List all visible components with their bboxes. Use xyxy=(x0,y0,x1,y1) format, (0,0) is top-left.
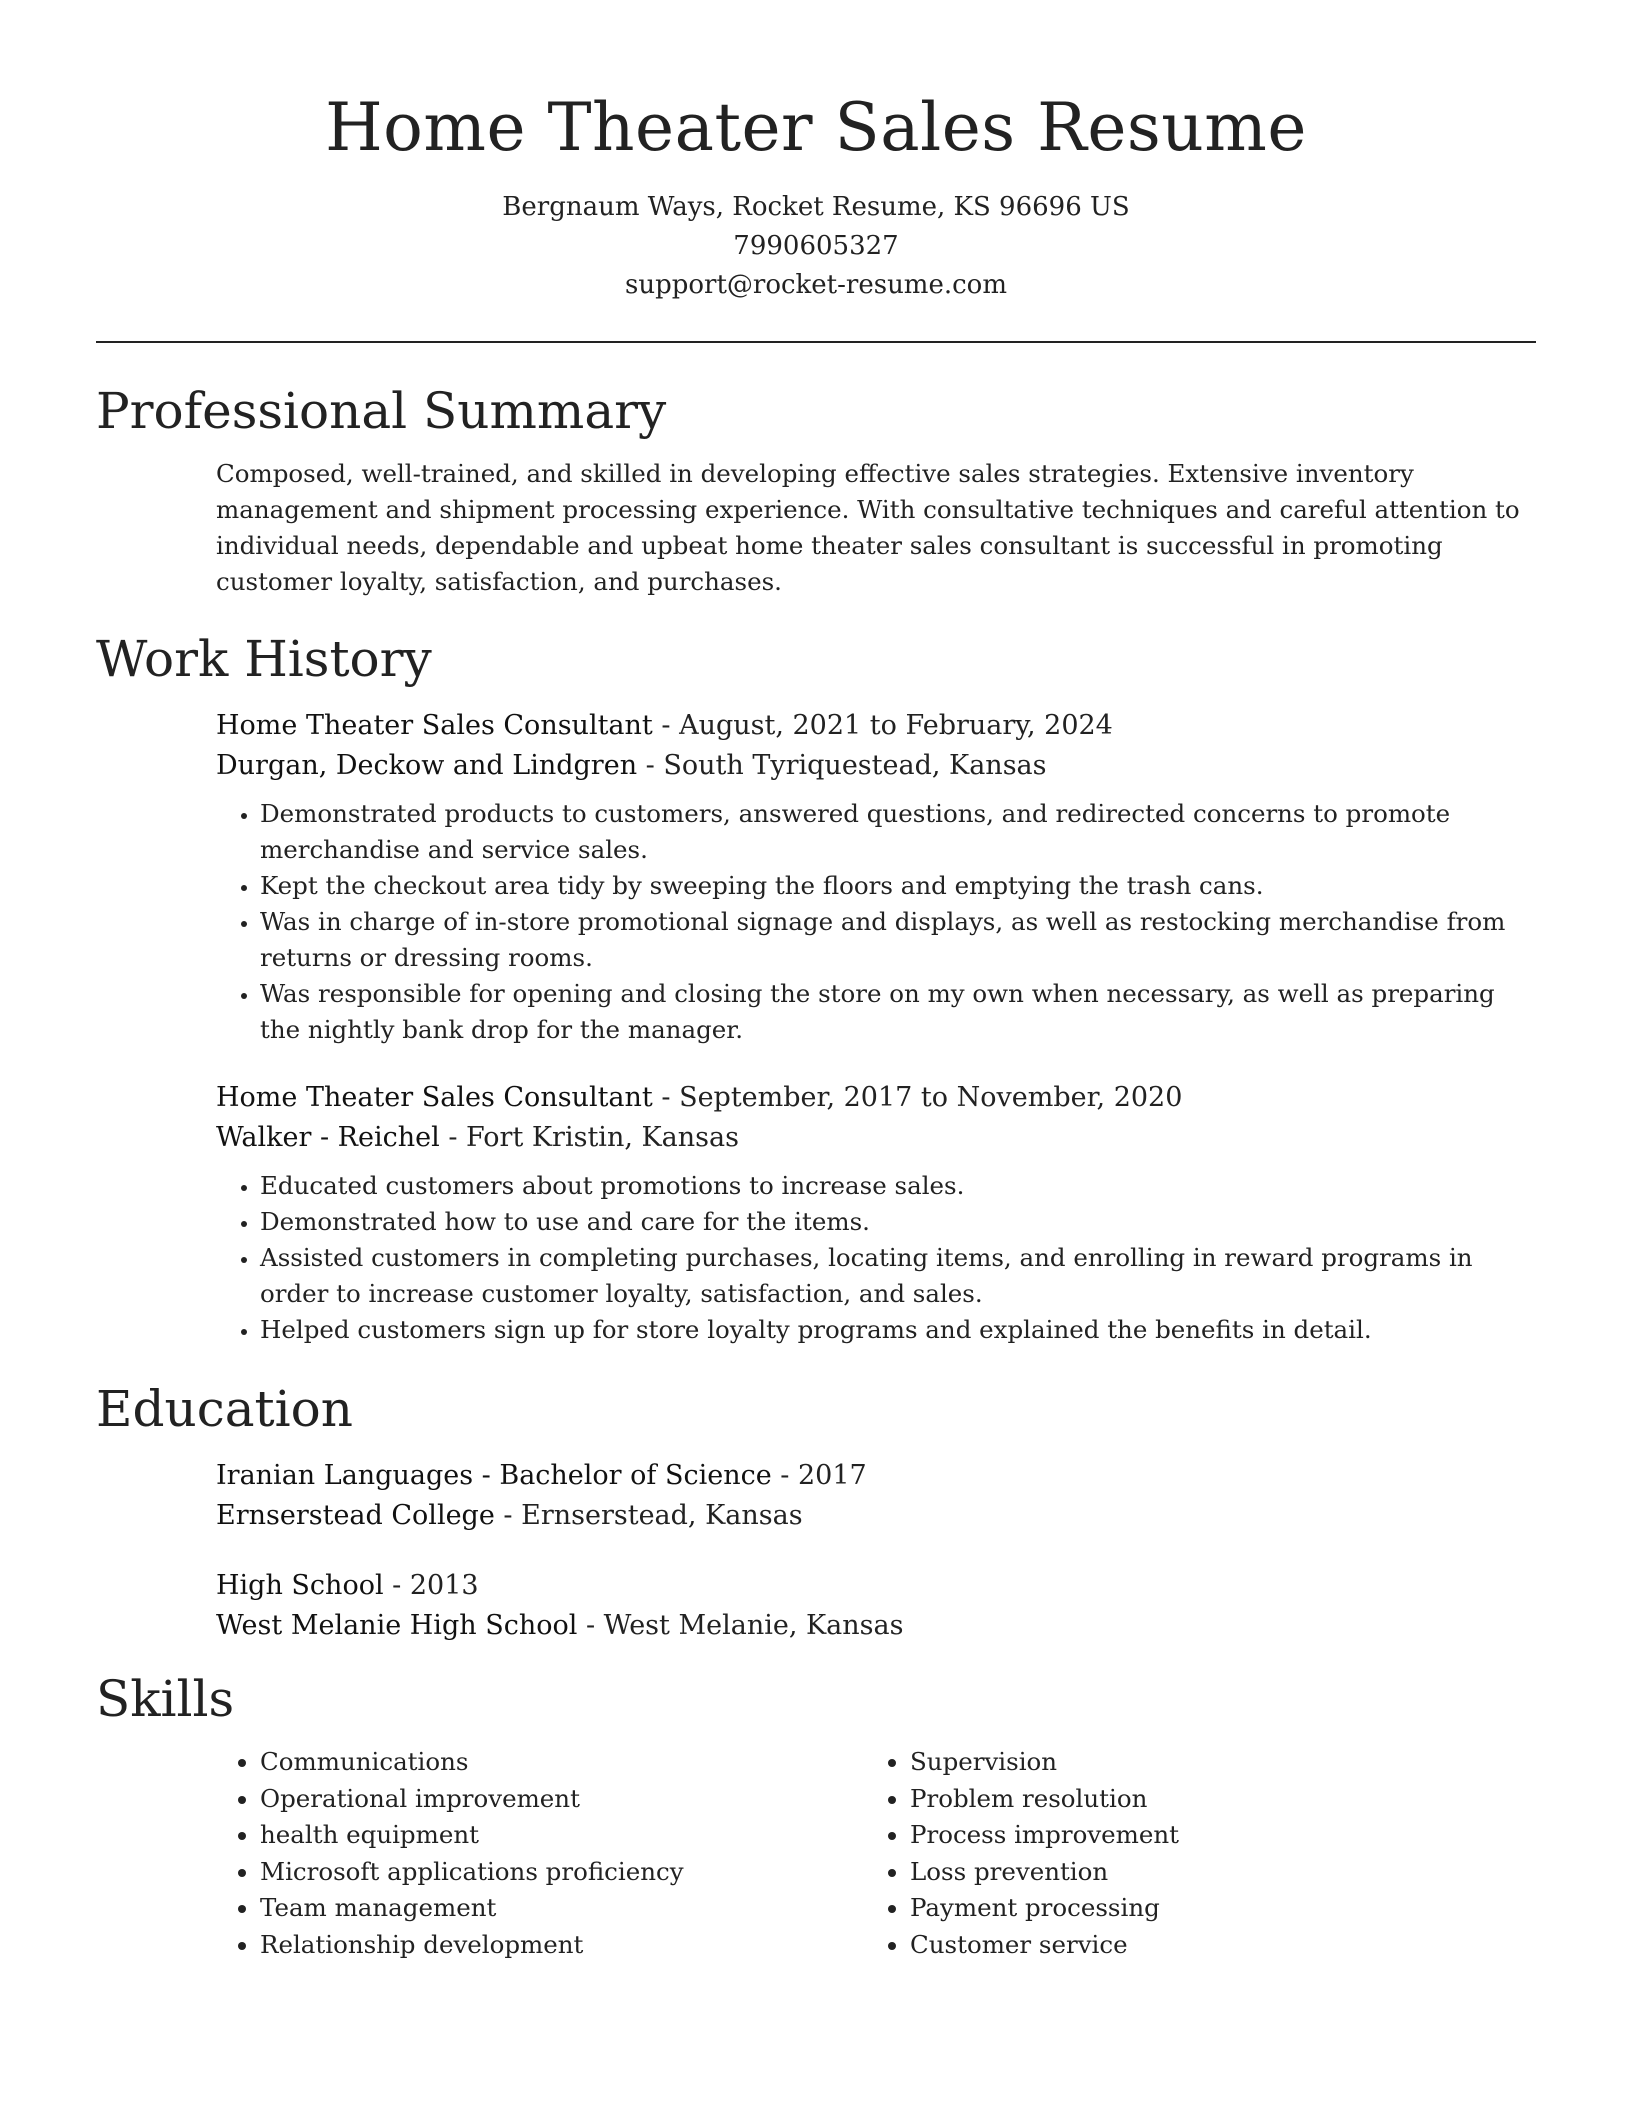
education-school: Ernserstead College xyxy=(216,1500,495,1531)
skill-item: • Operational improvement xyxy=(260,1781,866,1818)
education-entry xyxy=(216,1566,1536,1646)
contact-info xyxy=(96,188,1536,305)
skills-section xyxy=(96,1664,1536,1963)
contact-phone: 7990605327 xyxy=(733,231,899,261)
summary-heading: Professional Summary xyxy=(96,382,667,440)
skill-item: • Microsoft applications proficiency xyxy=(260,1854,866,1891)
education-location: - West Melanie, Kansas xyxy=(577,1610,904,1641)
work-heading: Work History xyxy=(96,630,432,688)
education-school: West Melanie High School xyxy=(216,1610,578,1641)
job-company: Walker - Reichel xyxy=(216,1122,440,1153)
resume-title: Home Theater Sales Resume xyxy=(325,89,1307,166)
education-entry xyxy=(216,1456,1536,1536)
job-title-line xyxy=(216,1078,1536,1118)
skills-list-left xyxy=(216,1744,866,1963)
skill-item: • Communications xyxy=(260,1744,866,1781)
job-bullets xyxy=(216,1168,1536,1348)
skill-item: • Process improvement xyxy=(910,1817,1516,1854)
education-heading: Education xyxy=(96,1380,353,1438)
education-location: - Ernserstead, Kansas xyxy=(494,1500,803,1531)
list-item: • Demonstrated how to use and care for the items. xyxy=(260,1204,1536,1240)
job-role: Home Theater Sales Consultant xyxy=(216,710,653,741)
skills-heading: Skills xyxy=(96,1670,235,1728)
skill-item: • Payment processing xyxy=(910,1890,1516,1927)
skill-item: • health equipment xyxy=(260,1817,866,1854)
work-section xyxy=(96,624,1536,1348)
skills-column-left xyxy=(216,1744,866,1963)
contact-address: Bergnaum Ways, Rocket Resume, KS 96696 US xyxy=(502,192,1130,222)
skill-item: • Customer service xyxy=(910,1927,1516,1964)
job-company-line xyxy=(216,746,1536,786)
list-item: • Assisted customers in completing purchases, locating items, and enrolling in reward programs in order to increase customer loyalty, satisfaction, and sales. xyxy=(260,1240,1536,1312)
job-location: - South Tyriquestead, Kansas xyxy=(637,750,1047,781)
job-location: - Fort Kristin, Kansas xyxy=(439,1122,739,1153)
job-bullets xyxy=(216,796,1536,1048)
education-school-line xyxy=(216,1496,1536,1536)
list-item: • Helped customers sign up for store loyalty programs and explained the benefits in detail. xyxy=(260,1312,1536,1348)
job-entry xyxy=(216,706,1536,1048)
skill-item: • Loss prevention xyxy=(910,1854,1516,1891)
education-section xyxy=(96,1374,1536,1646)
education-degree: Iranian Languages - Bachelor of Science xyxy=(216,1460,772,1491)
resume-header xyxy=(96,78,1536,305)
summary-text: Composed, well-trained, and skilled in developing effective sales strategies. Extensive inventory management and shipment processing experience. With consultative techniques and careful attention to individual needs, dependable and upbeat home theater sales consultant is successful in promoting customer loyalty, satisfaction, and purchases. xyxy=(216,459,1520,596)
job-dates: - August, 2021 to February, 2024 xyxy=(652,710,1113,741)
skill-item: • Problem resolution xyxy=(910,1781,1516,1818)
job-company-line xyxy=(216,1118,1536,1158)
education-degree: High School xyxy=(216,1570,384,1601)
job-title-line xyxy=(216,706,1536,746)
education-year: - 2013 xyxy=(383,1570,479,1601)
education-degree-line xyxy=(216,1566,1536,1606)
education-degree-line xyxy=(216,1456,1536,1496)
skill-item: • Relationship development xyxy=(260,1927,866,1964)
list-item: • Educated customers about promotions to increase sales. xyxy=(260,1168,1536,1204)
list-item: • Was in charge of in-store promotional signage and displays, as well as restocking merchandise from returns or dressing rooms. xyxy=(260,904,1536,976)
contact-email: support@rocket-resume.com xyxy=(624,270,1007,300)
job-company: Durgan, Deckow and Lindgren xyxy=(216,750,638,781)
summary-section xyxy=(96,376,1536,600)
education-year: - 2017 xyxy=(771,1460,867,1491)
summary-body xyxy=(216,456,1536,600)
skill-item: • Supervision xyxy=(910,1744,1516,1781)
list-item: • Demonstrated products to customers, answered questions, and redirected concerns to promote merchandise and service sales. xyxy=(260,796,1536,868)
skill-item: • Team management xyxy=(260,1890,866,1927)
education-school-line xyxy=(216,1606,1536,1646)
job-role: Home Theater Sales Consultant xyxy=(216,1082,653,1113)
skills-list-right xyxy=(866,1744,1516,1963)
list-item: • Kept the checkout area tidy by sweeping the floors and emptying the trash cans. xyxy=(260,868,1536,904)
skills-grid xyxy=(216,1744,1536,1963)
header-divider xyxy=(96,341,1536,343)
skills-column-right xyxy=(866,1744,1516,1963)
list-item: • Was responsible for opening and closing the store on my own when necessary, as well as preparing the nightly bank drop for the manager. xyxy=(260,976,1536,1048)
job-entry xyxy=(216,1078,1536,1348)
job-dates: - September, 2017 to November, 2020 xyxy=(652,1082,1183,1113)
